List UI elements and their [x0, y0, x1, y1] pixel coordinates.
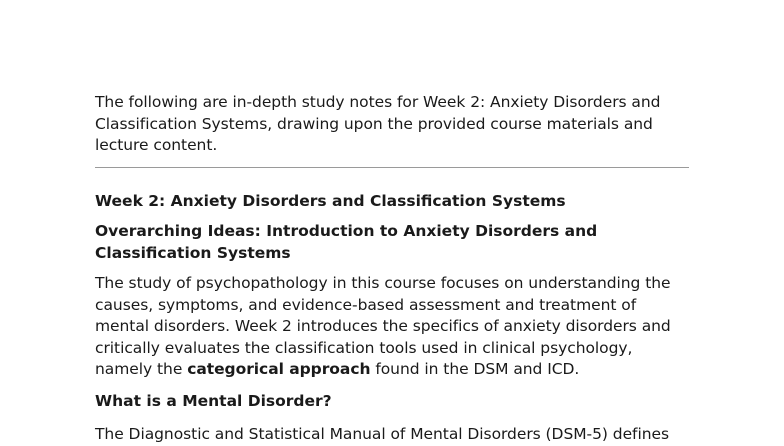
categorical-approach-term: categorical approach: [187, 360, 371, 378]
mental-disorder-heading: What is a Mental Disorder?: [95, 391, 332, 410]
intro-line: Classification Systems, drawing upon the provided course materials and: [95, 114, 653, 133]
body-paragraph: [95, 273, 695, 381]
intro-line: lecture content.: [95, 136, 218, 154]
week-heading: Week 2: Anxiety Disorders and Classification Systems: [95, 191, 566, 210]
body-line-prefix: namely the: [95, 360, 188, 378]
overarching-heading-line: Overarching Ideas: Introduction to Anxiety Disorders and: [95, 222, 598, 240]
intro-paragraph: [95, 92, 695, 157]
intro-line: The following are in-depth study notes for Week 2: Anxiety Disorders and: [95, 93, 661, 111]
cut-off-line: The Diagnostic and Statistical Manual of Mental Disorders (DSM-5) defines: [95, 425, 670, 443]
body-line: The study of psychopathology in this course focuses on understanding the: [95, 274, 671, 292]
body-line: mental disorders. Week 2 introduces the specifics of anxiety disorders and: [95, 317, 671, 335]
body-line-suffix: found in the DSM and ICD.: [370, 360, 580, 378]
horizontal-divider: [95, 167, 689, 168]
overarching-heading-line: Classification Systems: [95, 243, 291, 262]
body-line: causes, symptoms, and evidence-based assessment and treatment of: [95, 295, 637, 314]
document-page: [95, 92, 695, 446]
overarching-heading: [95, 221, 695, 264]
body-line: critically evaluates the classification tools used in clinical psychology,: [95, 338, 633, 357]
